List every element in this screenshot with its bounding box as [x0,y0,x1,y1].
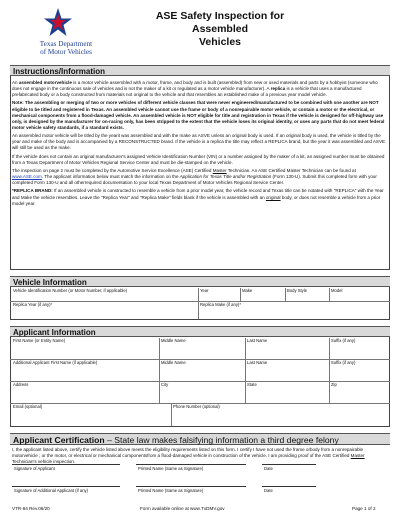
title-line2: Vehicles [198,36,242,48]
additional-last-name-field[interactable]: Last Name [245,360,329,381]
replica-make-field[interactable]: Replica Make (if any)* [198,302,389,319]
form-availability: Form available online at www.TxDMV.gov [140,506,225,511]
form-title [130,10,310,49]
year-field[interactable]: Year [198,288,240,301]
instructions-text [12,80,388,209]
make-field[interactable]: Make [240,288,285,301]
page-number: Page 1 of 2 [352,506,376,511]
texas-star-icon [38,6,78,40]
form-id: VTR-64 Rev.06/20 [12,506,50,511]
printed-name-line[interactable] [136,464,246,465]
additional-date-line[interactable] [262,486,316,487]
title-line1: ASE Safety Inspection for Assembled [155,10,285,35]
txdmv-logo [10,6,122,60]
additional-signature-label: Signature of Additional Applicant (if any) [14,488,89,493]
instructions-paragraph-5: The inspection on page 2 must be completed by the Automotive Service Excellence (ASE) Certified Master Technician. An ASE Certified Master Technician can be found at www.ASE.com. The applicant information below must match the information on the Application for Texas Title and/or Registration (Form 130-U). Submit this completed form with your completed Form 130-U and all otherrequired documentation to your local Texas Department of Motor Vehicles Regional Service Center. [12,167,377,186]
middle-name-field[interactable]: Middle Name [159,338,245,359]
printed-name-label: Printed Name (Same as Signature) [138,466,204,471]
vehicle-heading: Vehicle Information [10,276,390,287]
instructions-paragraph-3: An assembled motor vehicle will be titled by the yearit was assembled and with the make as ASVE unless an original body is used. If an original body is used, the vehicle is titled by the year and make of the body and is accompanied by a RECONSTRUCTED brand. If the vehicle is a replica the title may reflect a REPLICA brand, but the year it was assembled and ASVE will still be used as the make. [12,133,386,151]
additional-middle-name-field[interactable]: Middle Name [159,360,245,381]
zip-field[interactable]: Zip [329,382,389,403]
instructions-paragraph-1: An assembled motorvehicle is a motor vehicle assembled with a motor, frame, and body and is built (assembled) from new or used materials and parts by a hobbyist (someone who does not engage in the continuous sale of vehicles and is not the maker of a kit or regulated as a motor vehicle manufacturer). A replica is a vehicle that uses a manufactured prefabricated body or a body constructed from materials not original to the vehicle and that resembles an established make of a previous year model vehicle. [12,80,378,98]
certification-heading: Applicant Certification – State law makes falsifying information a third degree felony [10,433,390,445]
applicant-signature-line[interactable] [12,464,120,465]
agency-line2: of Motor Vehicles [40,48,92,56]
date-label: Date [264,466,273,471]
additional-first-name-field[interactable]: Additional Applicant First Name (if applicable) [13,360,98,365]
instructions-note: Note: The assembling or merging of two or more vehicles of different vehicle classes that were never engineered/manufactured to be combined with one another are NOT eligible to be titled and registered in Texas. An assembled vehicle cannot use the frame or body of a nonrepairable motor vehicle, or contain a motor or the electrical, or mechanical components from a flood-damaged vehicle. An assembled vehicle is NOT eligible for title and registration in Texas if the vehicle is designed for off-highway use only, is designed by the manufacturer for on-racing only, has been stripped to the extent that the vehicle loses its original identity, or uses any parts that do not meet federal motor vehicle safety standards, if a standard exists. [12,100,385,130]
vin-field[interactable]: Vehicle Identification Number (or Motor Number, if applicable) [13,288,128,293]
instructions-replica-brand: *REPLICA BRAND: If an assembled vehicle is constructed to resemble a vehicle from a prior model year, the vehicle record and Texas title can be notated with "REPLICA" with the Year and Make the vehicle resembles. Leave the "Replica Year" and "Replica Make" fields blank if the vehicle is assembled with an original body, or does not resemble a vehicle from a prior model year. [12,188,384,206]
city-field[interactable]: City [159,382,245,403]
applicant-heading: Applicant Information [10,326,390,337]
additional-signature-line[interactable] [12,486,120,487]
additional-printed-name-line[interactable] [136,486,246,487]
address-field[interactable]: Address [13,382,29,387]
additional-printed-name-label: Printed Name (Same as Signature) [138,488,204,493]
additional-suffix-field[interactable]: Suffix (if any) [329,360,389,381]
last-name-field[interactable]: Last Name [245,338,329,359]
certification-text: I, the applicant listed above, certify the vehicle listed above meets the eligibility requirements listed on this form. I certify I have not used the frame orbody from a nonrepairable motorvehicle ; or the motor, or electrical or mechanical componentsfrom a flood-damaged vehicle in construction of the vehicle. I am providing proof of the ASE Certified Master Technician's vehicle inspection. [12,447,365,465]
instructions-heading: Instructions/Information [10,65,390,76]
model-field[interactable]: Model [329,288,389,301]
replica-year-field[interactable]: Replica Year (if any)* [13,302,53,307]
state-field[interactable]: State [245,382,329,403]
first-name-field[interactable]: First Name (or Entity Name) [13,338,66,343]
applicant-signature-label: Signature of Applicant [14,466,55,471]
additional-date-label: Date [264,488,273,493]
date-line[interactable] [262,464,316,465]
ase-link[interactable]: www.ASE.com [12,174,42,180]
instructions-paragraph-4: If the vehicle does not contain an original manufacturer's assigned Vehicle Identification Number (VIN) or a number assigned by the maker of a kit, an assigned number must be obtained from a Texas Department of Motor Vehicles Regional Service Center and must be die-stamped on the vehicle. [12,153,385,165]
suffix-field[interactable]: Suffix (if any) [329,338,389,359]
email-field[interactable]: Email (optional) [13,404,43,409]
agency-line1: Texas Department [39,40,93,48]
body-style-field[interactable]: Body Style [285,288,329,301]
phone-field[interactable]: Phone Number (optional) [171,404,389,426]
